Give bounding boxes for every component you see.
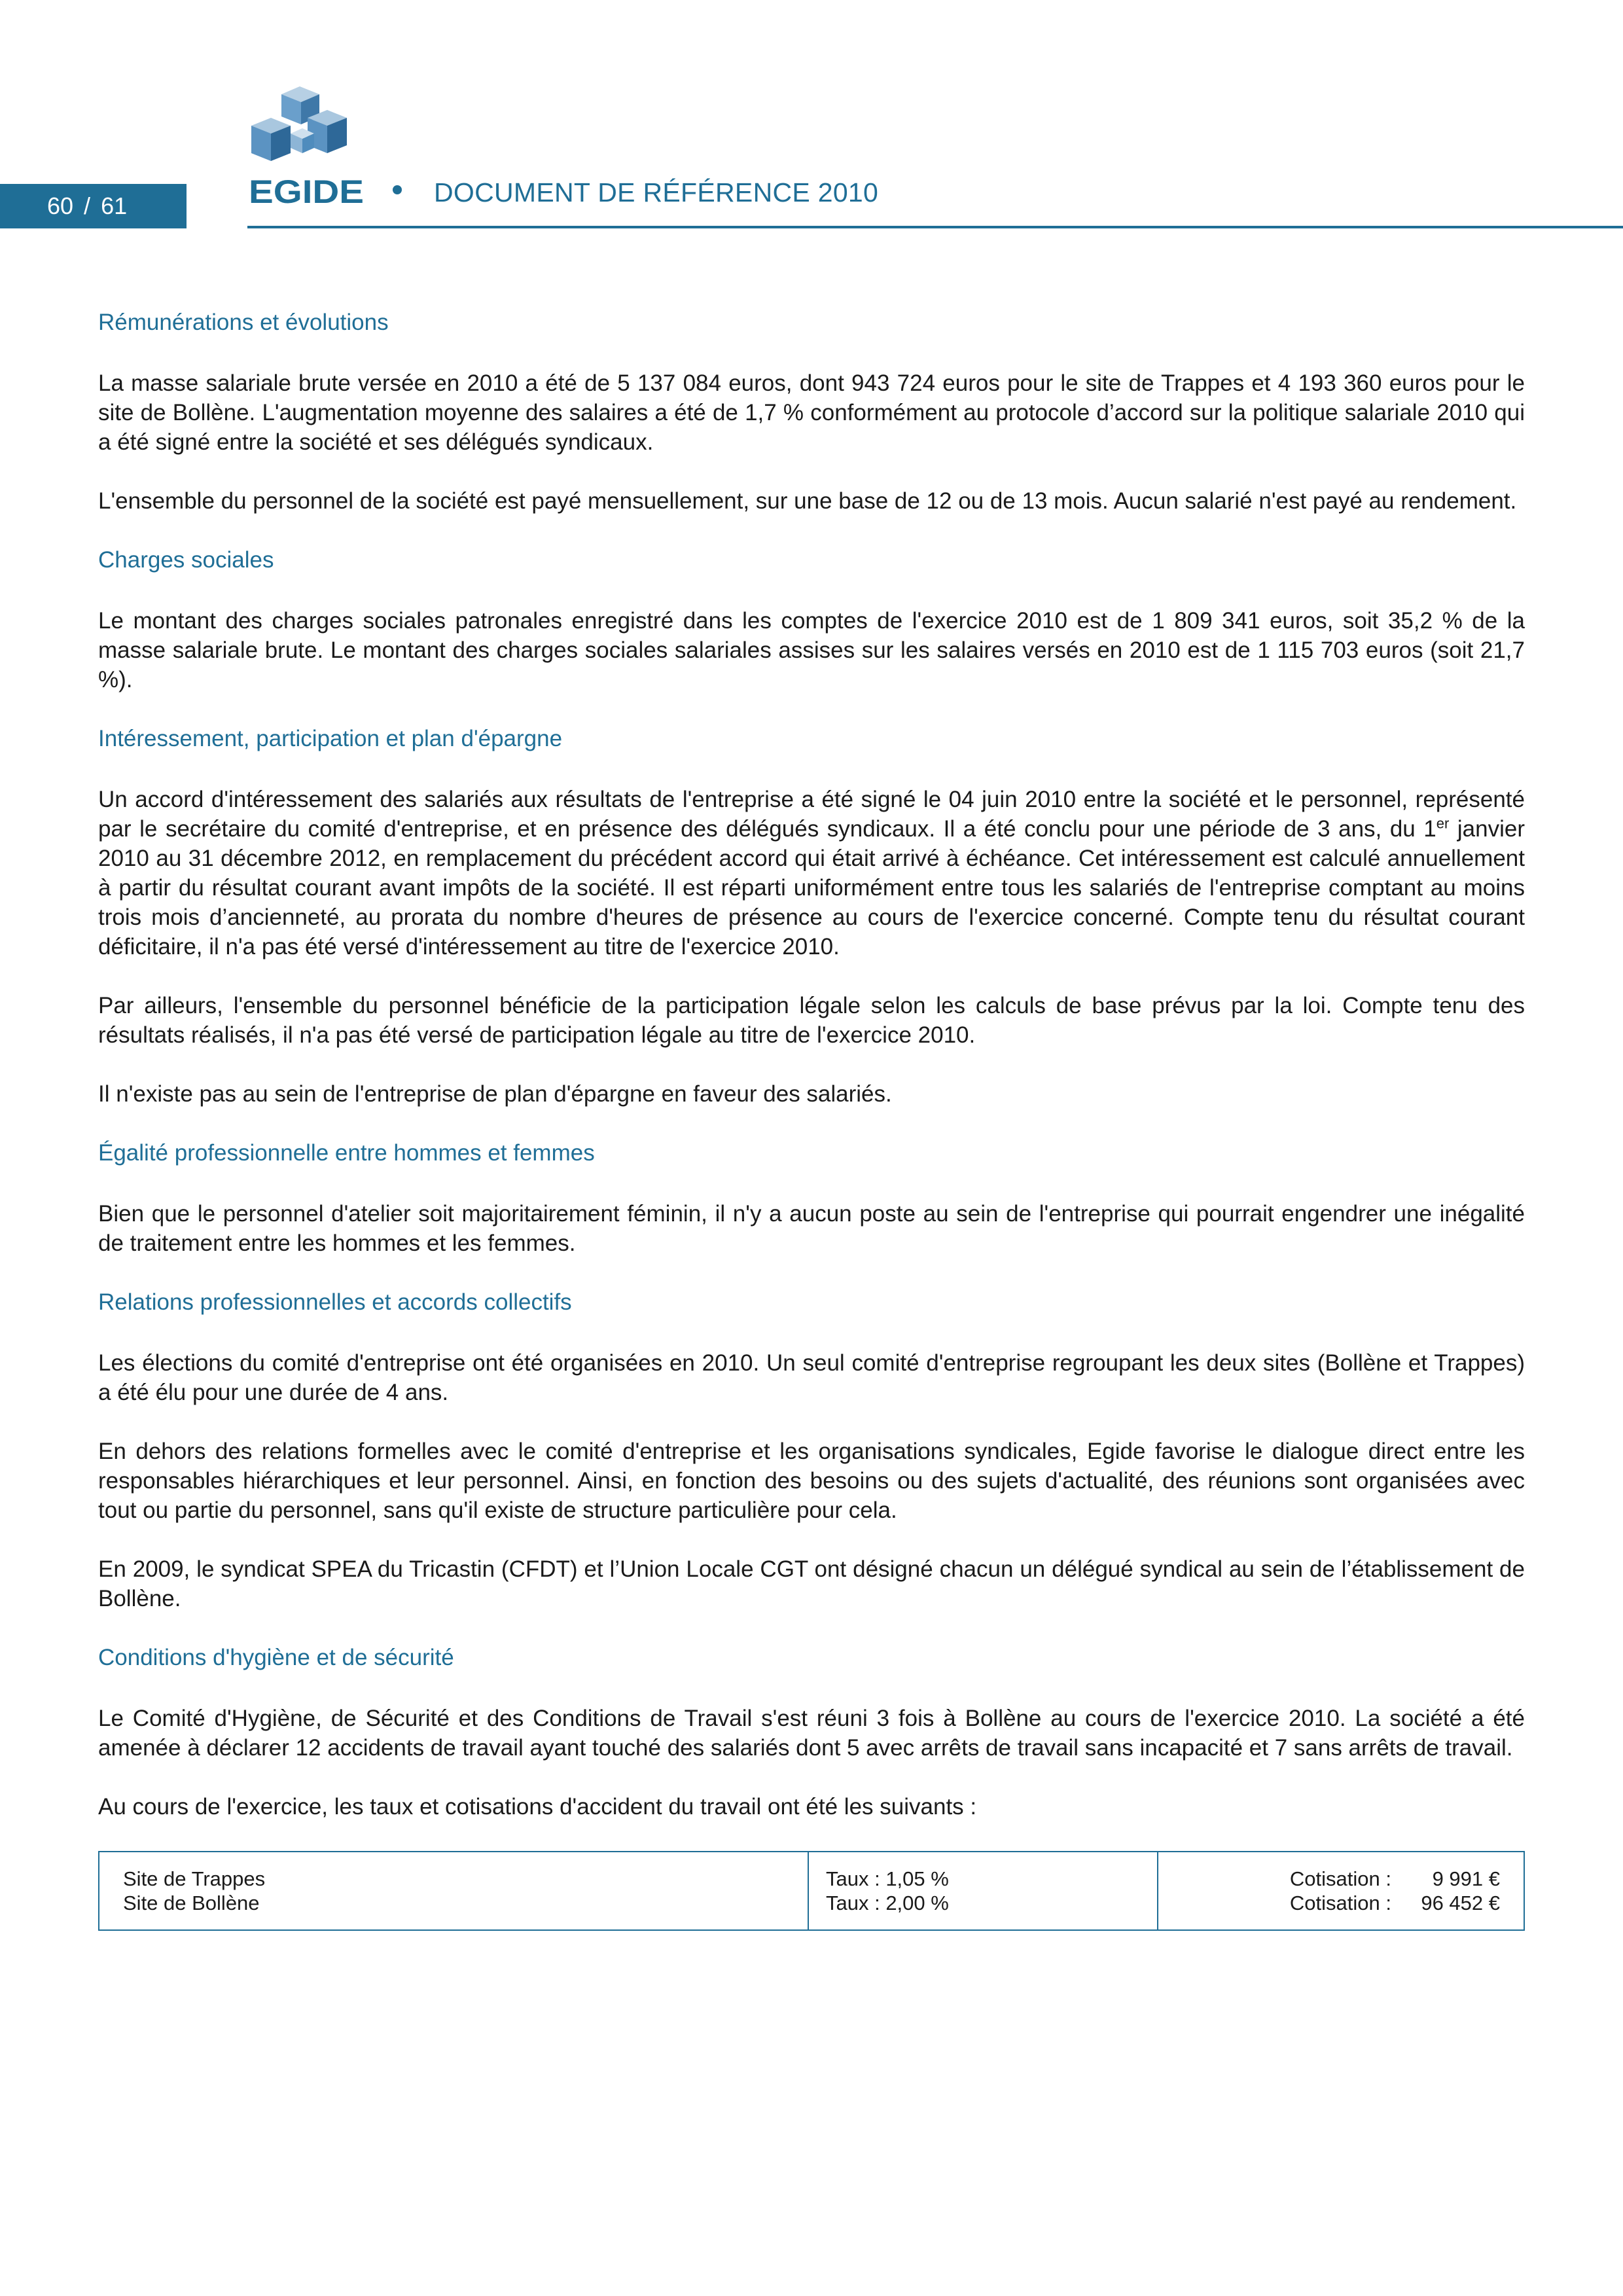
cotisation-line [1182, 1867, 1500, 1891]
cotisation-value: 96 452 € [1421, 1892, 1500, 1914]
page-total: 61 [101, 192, 128, 219]
section-title-hygiene: Conditions d'hygiène et de sécurité [98, 1645, 454, 1670]
header-rule [247, 226, 1623, 228]
table-row [99, 1852, 1524, 1930]
paragraph: La masse salariale brute versée en 2010 a été de 5 137 084 euros, dont 943 724 euros pour le site de Trappes et 4 193 360 euros pour le site de Bollène. L'augmentation moyenne des salaires a été de 1,7 % conformément au protocole d’accord sur la politique salariale 2010 qui a été signé entre la société et ses délégués syndicaux. [98, 370, 1525, 455]
paragraph: Bien que le personnel d'atelier soit majoritairement féminin, il n'y a aucun poste au sein de l'entreprise qui pourrait engendrer une inégalité de traitement entre les hommes et les femmes. [98, 1201, 1525, 1256]
section-title-relations: Relations professionnelles et accords collectifs [98, 1289, 572, 1315]
rates-table [98, 1851, 1525, 1931]
cotisation-label: Cotisation : [1289, 1892, 1391, 1914]
paragraph: Le Comité d'Hygiène, de Sécurité et des Conditions de Travail s'est réuni 3 fois à Bollène au cours de l'exercice 2010. La société a été amenée à déclarer 12 accidents de travail ayant touché des salariés dont 5 avec arrêts de travail sans incapacité et 7 sans arrêts de travail. [98, 1706, 1525, 1761]
paragraph: Par ailleurs, l'ensemble du personnel bénéficie de la participation légale selon les calculs de base prévus par la loi. Compte tenu des résultats réalisés, il n'a pas été versé de participation légale au titre de l'exercice 2010. [98, 993, 1525, 1048]
site-name: Site de Bollène [123, 1892, 260, 1914]
section-title-charges-sociales: Charges sociales [98, 547, 274, 573]
page-content [98, 308, 1525, 1931]
paragraph: Les élections du comité d'entreprise ont été organisées en 2010. Un seul comité d'entreprise regroupant les deux sites (Bollène et Trappes) a été élu pour une durée de 4 ans. [98, 1350, 1525, 1405]
brand-wordmark: EGIDE [249, 173, 364, 209]
document-title: DOCUMENT DE RÉFÉRENCE 2010 [434, 177, 879, 207]
cotisation-value: 9 991 € [1432, 1867, 1500, 1890]
superscript: er [1436, 815, 1450, 832]
cotisation-label: Cotisation : [1289, 1867, 1391, 1890]
page-current: 60 [47, 192, 74, 219]
section-title-egalite: Égalité professionnelle entre hommes et femmes [98, 1140, 595, 1166]
paragraph [98, 785, 1525, 961]
paragraph: Au cours de l'exercice, les taux et cotisations d'accident du travail ont été les suivants : [98, 1794, 977, 1820]
taux-value: Taux : 1,05 % [826, 1867, 949, 1890]
text-run: janvier 2010 au 31 décembre 2012, en remplacement du précédent accord qui était arrivé à échéance. Cet intéressement est calculé annuellement à partir du résultat courant avant impôts de la société. Il est réparti uniformément entre tous les salariés de l'entreprise comptant au moins trois mois d’ancienneté, au prorata du nombre d'heures de présence au cours de l'exercice concerné. Compte tenu du résultat courant déficitaire, il n'a pas été versé d'intéressement au titre de l'exercice 2010. [98, 816, 1525, 960]
paragraph: Il n'existe pas au sein de l'entreprise de plan d'épargne en faveur des salariés. [98, 1081, 892, 1107]
taux-cell [808, 1852, 1158, 1930]
section-title-interessement: Intéressement, participation et plan d'épargne [98, 726, 563, 751]
paragraph: En dehors des relations formelles avec le comité d'entreprise et les organisations syndicales, Egide favorise le dialogue direct entre les responsables hiérarchiques et leur personnel. Ainsi, en fonction des besoins ou des sujets d'actualité, des réunions sont organisées avec tout ou partie du personnel, sans qu'il existe de structure particulière pour cela. [98, 1439, 1525, 1523]
header-bullet [393, 185, 402, 194]
paragraph: Le montant des charges sociales patronales enregistré dans les comptes de l'exercice 2010 est de 1 809 341 euros, soit 35,2 % de la masse salariale brute. Le montant des charges sociales salariales assises sur les salaires versés en 2010 est de 1 115 703 euros (soit 21,7 %). [98, 608, 1525, 692]
section-title-remunerations: Rémunérations et évolutions [98, 310, 389, 335]
cotisation-line [1182, 1891, 1500, 1915]
taux-value: Taux : 2,00 % [826, 1892, 949, 1914]
site-cell [99, 1852, 808, 1930]
egide-logo [247, 85, 365, 209]
site-name: Site de Trappes [123, 1867, 266, 1890]
cubes-icon [251, 86, 347, 161]
paragraph: En 2009, le syndicat SPEA du Tricastin (CFDT) et l’Union Locale CGT ont désigné chacun un délégué syndical au sein de l’établissement de Bollène. [98, 1556, 1525, 1611]
page-number-tab [0, 184, 187, 228]
text-run: Un accord d'intéressement des salariés aux résultats de l'entreprise a été signé le 04 juin 2010 entre la société et le personnel, représenté par le secrétaire du comité d'entreprise, et en présence des délégués syndicaux. Il a été conclu pour une période de 3 ans, du 1 [98, 787, 1525, 842]
paragraph: L'ensemble du personnel de la société est payé mensuellement, sur une base de 12 ou de 13 mois. Aucun salarié n'est payé au rendement. [98, 488, 1517, 514]
page-separator: / [84, 192, 91, 219]
cotisation-cell [1158, 1852, 1524, 1930]
